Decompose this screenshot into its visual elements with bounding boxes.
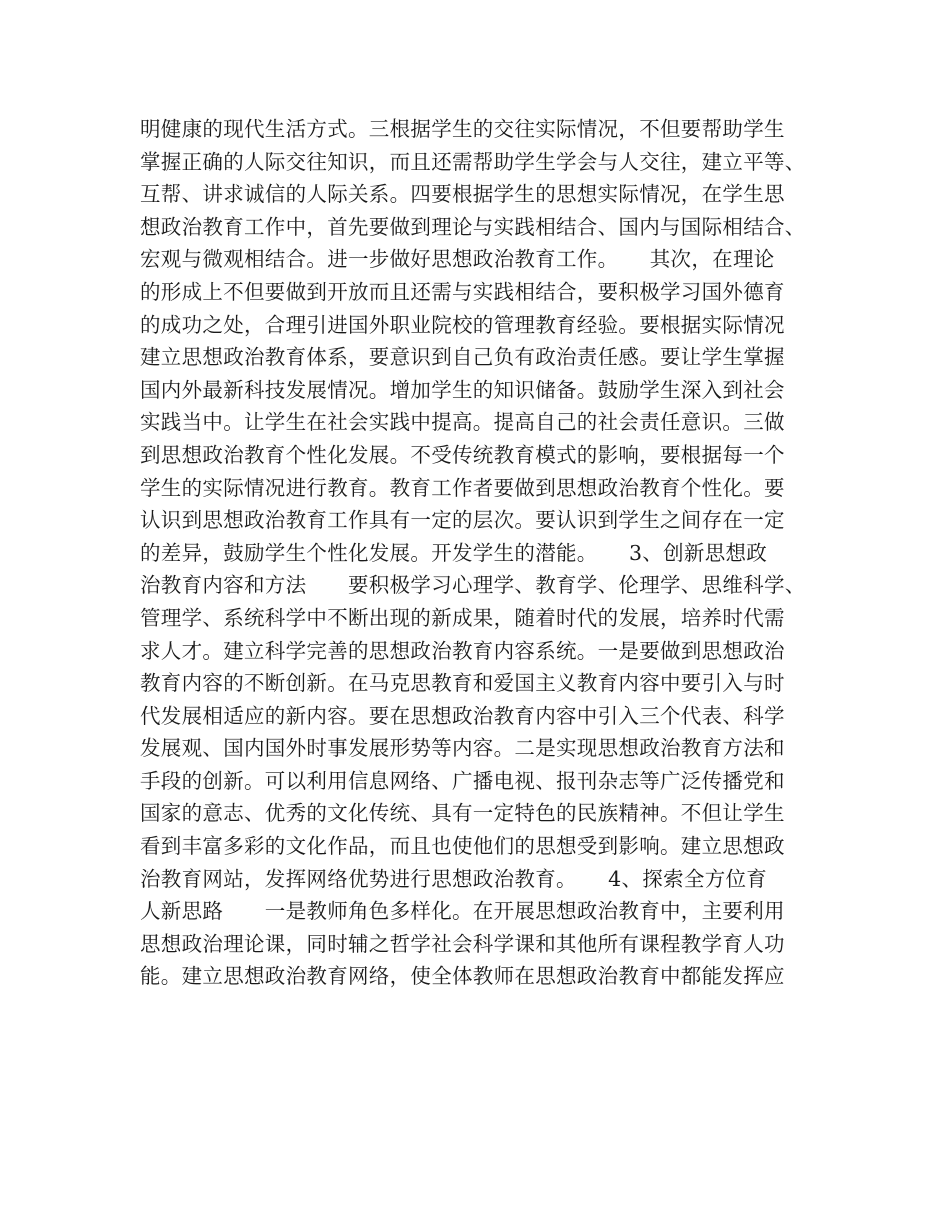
text-line: 建立思想政治教育体系，要意识到自己负有政治责任感。要让学生掌握 xyxy=(140,345,785,370)
text-line: 思想政治理论课，同时辅之哲学社会科学课和其他所有课程教学育人功 xyxy=(140,931,785,956)
text-line: 的差异，鼓励学生个性化发展。开发学生的潜能。 3、创新思想政 xyxy=(140,540,768,565)
text-line: 管理学、系统科学中不断出现的新成果，随着时代的发展，培养时代需 xyxy=(140,605,785,630)
text-line: 认识到思想政治教育工作具有一定的层次。要认识到学生之间存在一定 xyxy=(140,508,785,533)
text-line: 治教育内容和方法 要积极学习心理学、教育学、伦理学、思维科学、 xyxy=(140,573,806,598)
text-line: 看到丰富多彩的文化作品，而且也使他们的思想受到影响。建立思想政 xyxy=(140,834,785,859)
text-line: 的形成上不但要做到开放而且还需与实践相结合，要积极学习国外德育 xyxy=(140,279,785,304)
text-line: 发展观、国内国外时事发展形势等内容。二是实现思想政治教育方法和 xyxy=(140,736,785,761)
text-line: 宏观与微观相结合。进一步做好思想政治教育工作。 其次，在理论 xyxy=(140,247,775,272)
text-line: 国家的意志、优秀的文化传统、具有一定特色的民族精神。不但让学生 xyxy=(140,801,785,826)
text-line: 明健康的现代生活方式。三根据学生的交往实际情况，不但要帮助学生 xyxy=(140,117,785,141)
text-line: 互帮、讲求诚信的人际关系。四要根据学生的思想实际情况，在学生思 xyxy=(140,182,785,207)
text-line: 到思想政治教育个性化发展。不受传统教育模式的影响，要根据每一个 xyxy=(140,442,785,467)
text-line: 手段的创新。可以利用信息网络、广播电视、报刊杂志等广泛传播党和 xyxy=(140,768,785,793)
text-line: 治教育网站，发挥网络优势进行思想政治教育。 4、探索全方位育 xyxy=(140,866,768,891)
text-line: 教育内容的不断创新。在马克思教育和爱国主义教育内容中要引入与时 xyxy=(140,671,785,696)
text-line: 能。建立思想政治教育网络，使全体教师在思想政治教育中都能发挥应 xyxy=(140,964,785,989)
text-line: 想政治教育工作中，首先要做到理论与实践相结合、国内与国际相结合、 xyxy=(140,214,806,239)
text-line: 代发展相适应的新内容。要在思想政治教育内容中引入三个代表、科学 xyxy=(140,703,785,728)
text-line: 掌握正确的人际交往知识，而且还需帮助学生学会与人交往，建立平等、 xyxy=(140,149,806,174)
text-line: 国内外最新科技发展情况。增加学生的知识储备。鼓励学生深入到社会 xyxy=(140,377,785,402)
text-line: 学生的实际情况进行教育。教育工作者要做到思想政治教育个性化。要 xyxy=(140,475,785,500)
text-line: 实践当中。让学生在社会实践中提高。提高自己的社会责任意识。三做 xyxy=(140,410,785,435)
text-line: 求人才。建立科学完善的思想政治教育内容系统。一是要做到思想政治 xyxy=(140,638,785,663)
text-line: 的成功之处，合理引进国外职业院校的管理教育经验。要根据实际情况 xyxy=(140,312,785,337)
text-line: 人新思路 一是教师角色多样化。在开展思想政治教育中，主要利用 xyxy=(140,899,785,924)
body-text xyxy=(140,113,820,993)
